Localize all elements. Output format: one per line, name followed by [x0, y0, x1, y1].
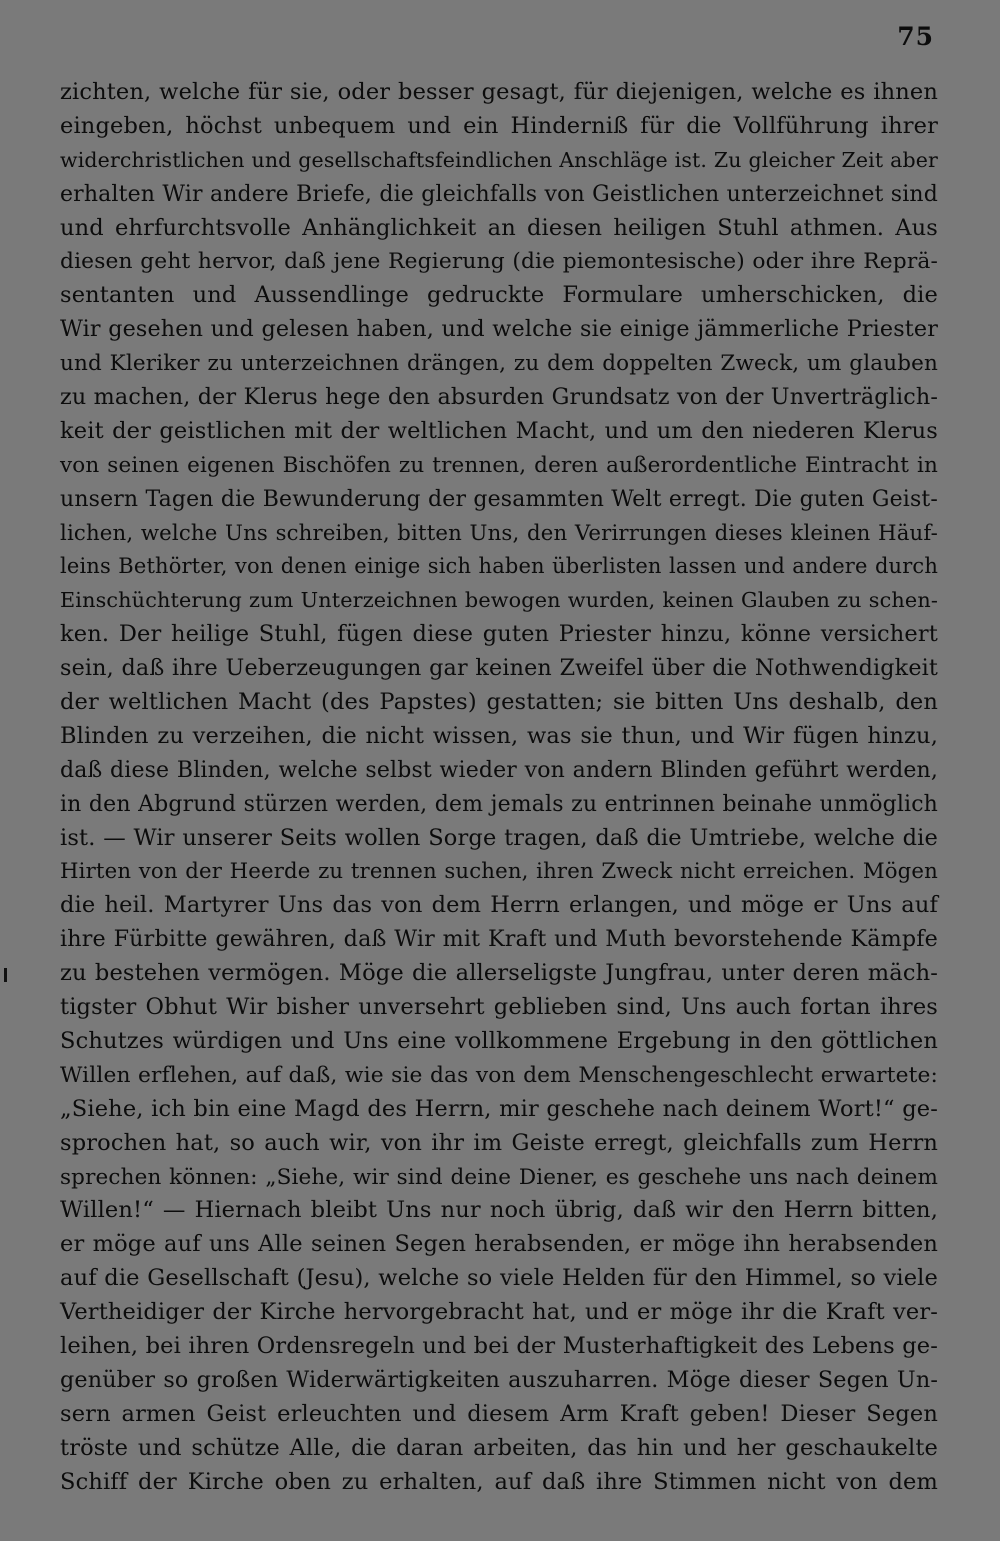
text-line: ihre Fürbitte gewähren, daß Wir mit Kraft und Muth bevorstehende Kämpfe	[60, 926, 938, 953]
text-line: leins Bethörter, von denen einige sich haben überlisten lassen und andere durch	[60, 554, 938, 579]
body-text	[60, 76, 938, 1499]
text-line: genüber so großen Widerwärtigkeiten auszuharren. Möge dieser Segen Un-	[60, 1366, 938, 1393]
text-line: die heil. Martyrer Uns das von dem Herrn erlangen, und möge er Uns auf	[60, 892, 938, 919]
text-line: Willen!“ — Hiernach bleibt Uns nur noch übrig, daß wir den Herrn bitten,	[60, 1197, 938, 1224]
text-line: von seinen eigenen Bischöfen zu trennen, deren außerordentliche Eintracht in	[60, 452, 938, 478]
page-number: 75	[897, 22, 934, 51]
text-line: widerchristlichen und gesellschaftsfeindlichen Anschläge ist. Zu gleicher Zeit aber	[60, 147, 938, 172]
text-line: zichten, welche für sie, oder besser gesagt, für diejenigen, welche es ihnen	[60, 79, 938, 105]
text-line: diesen geht hervor, daß jene Regierung (die piemontesische) oder ihre Reprä-	[60, 249, 938, 275]
text-line: sprochen hat, so auch wir, von ihr im Geiste erregt, gleichfalls zum Herrn	[60, 1129, 938, 1156]
text-line: erhalten Wir andere Briefe, die gleichfalls von Geistlichen unterzeichnet sind	[60, 181, 938, 207]
text-line: Einschüchterung zum Unterzeichnen bewogen wurden, keinen Glauben zu schen-	[60, 588, 938, 613]
text-line: eingeben, höchst unbequem und ein Hinderniß für die Vollführung ihrer	[60, 112, 938, 139]
text-line: Vertheidiger der Kirche hervorgebracht hat, und er möge ihr die Kraft ver-	[60, 1299, 938, 1326]
text-line: Hirten von der Heerde zu trennen suchen, ihren Zweck nicht erreichen. Mögen	[60, 859, 938, 885]
text-line: keit der geistlichen mit der weltlichen Macht, und um den niederen Klerus	[60, 417, 938, 444]
text-line: in den Abgrund stürzen werden, dem jemals zu entrinnen beinahe unmöglich	[60, 791, 938, 817]
text-line: tröste und schütze Alle, die daran arbeiten, das hin und her geschaukelte	[60, 1434, 938, 1461]
text-line: tigster Obhut Wir bisher unversehrt geblieben sind, Uns auch fortan ihres	[60, 994, 938, 1021]
text-line: „Siehe, ich bin eine Magd des Herrn, mir geschehe nach deinem Wort!“ ge-	[60, 1095, 938, 1122]
text-line: unsern Tagen die Bewunderung der gesammten Welt erregt. Die guten Geist-	[60, 486, 938, 512]
text-line: Schutzes würdigen und Uns eine vollkommene Ergebung in den göttlichen	[60, 1027, 938, 1054]
text-line: ist. — Wir unserer Seits wollen Sorge tragen, daß die Umtriebe, welche die	[60, 824, 938, 851]
text-line: Willen erflehen, auf daß, wie sie das von dem Menschengeschlecht erwartete:	[60, 1062, 938, 1088]
text-line: und Kleriker zu unterzeichnen drängen, zu dem doppelten Zweck, um glauben	[60, 351, 938, 377]
text-line: sentanten und Aussendlinge gedruckte Formulare umherschicken, die	[60, 282, 938, 309]
text-line: und ehrfurchtsvolle Anhänglichkeit an diesen heiligen Stuhl athmen. Aus	[60, 214, 938, 241]
text-line: auf die Gesellschaft (Jesu), welche so viele Helden für den Himmel, so viele	[60, 1265, 938, 1292]
text-line: lichen, welche Uns schreiben, bitten Uns, den Verirrungen dieses kleinen Häuf-	[60, 520, 938, 546]
text-line: zu bestehen vermögen. Möge die allerseligste Jungfrau, unter deren mäch-	[60, 960, 938, 987]
text-line: ken. Der heilige Stuhl, fügen diese guten Priester hinzu, könne versichert	[60, 621, 938, 648]
text-line: Blinden zu verzeihen, die nicht wissen, was sie thun, und Wir fügen hinzu,	[60, 722, 938, 749]
text-line: sprechen können: „Siehe, wir sind deine Diener, es geschehe uns nach deinem	[60, 1164, 938, 1190]
text-line: Wir gesehen und gelesen haben, und welche sie einige jämmerliche Priester	[60, 316, 938, 343]
text-line: leihen, bei ihren Ordensregeln und bei der Musterhaftigkeit des Lebens ge-	[60, 1332, 938, 1359]
text-line: sein, daß ihre Ueberzeugungen gar keinen Zweifel über die Nothwendigkeit	[60, 655, 938, 682]
scan-edge-mark	[4, 968, 7, 982]
text-line: zu machen, der Klerus hege den absurden Grundsatz von der Unverträglich-	[60, 384, 938, 411]
text-line: Schiff der Kirche oben zu erhalten, auf daß ihre Stimmen nicht von dem	[60, 1468, 938, 1495]
text-line: der weltlichen Macht (des Papstes) gestatten; sie bitten Uns deshalb, den	[60, 689, 938, 716]
text-line: er möge auf uns Alle seinen Segen herabsenden, er möge ihn herabsenden	[60, 1231, 938, 1258]
text-line: sern armen Geist erleuchten und diesem Arm Kraft geben! Dieser Segen	[60, 1400, 938, 1427]
text-line: daß diese Blinden, welche selbst wieder von andern Blinden geführt werden,	[60, 757, 938, 783]
